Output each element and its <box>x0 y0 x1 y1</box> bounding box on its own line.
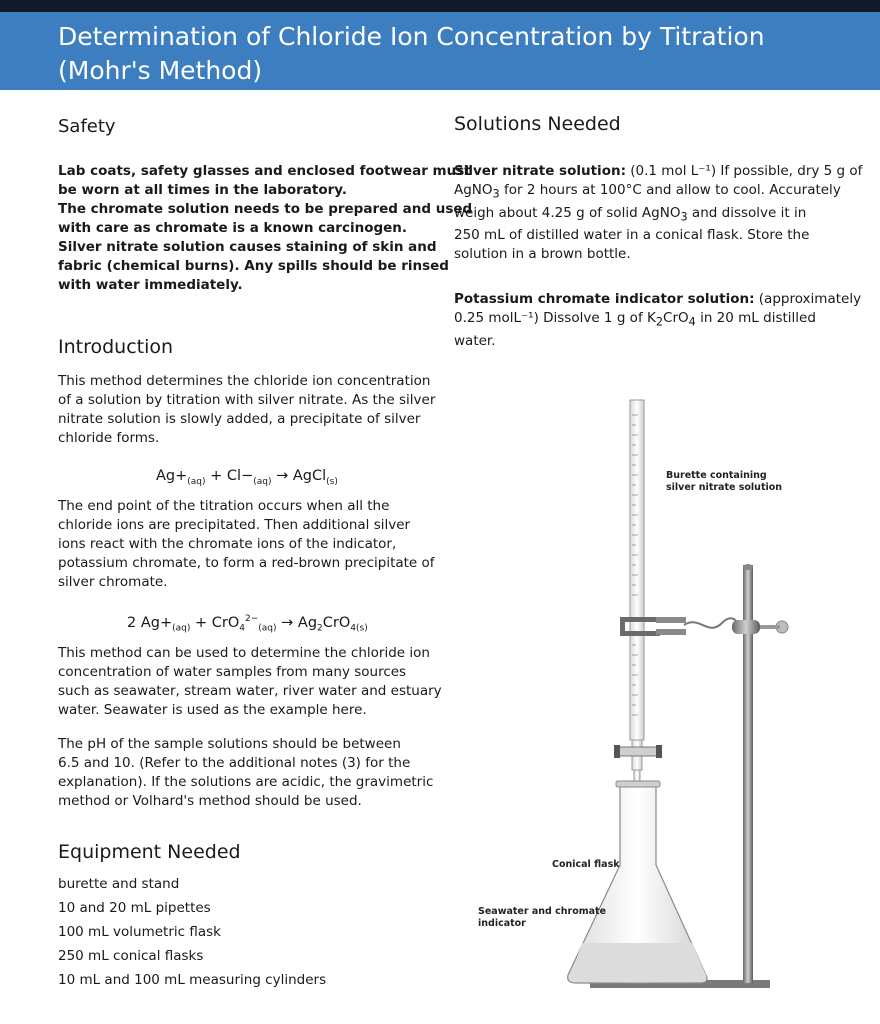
safety-line: fabric (chemical burns). Any spills should be rinsed <box>58 258 449 274</box>
subscript: 4 <box>688 315 696 329</box>
text-run: AgNO <box>454 182 493 198</box>
page-title-line-1: Determination of Chloride Ion Concentration by Titration <box>58 22 765 51</box>
text-line: explanation). If the solutions are acidic, the gravimetric <box>58 774 434 790</box>
text-line: such as seawater, stream water, river water and estuary <box>58 683 442 699</box>
eq-subscript: 4 <box>239 623 245 634</box>
titration-apparatus-figure <box>470 395 870 995</box>
eq-op: + <box>190 614 212 631</box>
eq-state: (aq) <box>258 623 277 634</box>
text-line: concentration of water samples from many sources <box>58 664 407 680</box>
equipment-heading: Equipment Needed <box>58 841 241 863</box>
safety-line: Lab coats, safety glasses and enclosed footwear must <box>58 163 471 179</box>
eq-state: 4(s) <box>350 623 368 634</box>
text-run: 0.25 molL⁻¹) Dissolve 1 g of K <box>454 310 656 326</box>
text-line: silver chromate. <box>58 574 168 590</box>
conical-flask <box>568 781 707 983</box>
label-seawater <box>478 906 606 930</box>
text-line: The pH of the sample solutions should be between <box>58 736 401 752</box>
text-run: (0.1 mol L⁻¹) If possible, dry 5 g of <box>625 163 863 179</box>
flask-liquid <box>571 943 707 982</box>
eq-term: 2 Ag+ <box>127 614 173 631</box>
safety-text <box>58 162 472 295</box>
solutions-heading: Solutions Needed <box>454 113 621 135</box>
introduction-heading: Introduction <box>58 336 174 358</box>
subscript: 2 <box>655 315 664 329</box>
text-run: CrO <box>663 310 689 326</box>
eq-arrow: → <box>276 614 298 631</box>
eq-term: AgCl <box>292 468 327 484</box>
text-line: The end point of the titration occurs when all the <box>58 498 390 514</box>
text-line: nitrate solution is slowly added, a precipitate of silver <box>58 411 421 427</box>
label-conical-flask: Conical flask <box>552 859 620 870</box>
rod-top <box>743 564 753 570</box>
safety-line: Silver nitrate solution causes staining of skin and <box>58 239 437 255</box>
eq-term: CrO <box>211 614 240 631</box>
text-line: of a solution by titration with silver nitrate. As the silver <box>58 392 436 408</box>
equation-agcl <box>156 468 338 487</box>
eq-term: Cl− <box>226 468 254 484</box>
label-line: indicator <box>478 918 526 929</box>
text-run: (approximately <box>754 291 862 307</box>
text-line: water. Seawater is used as the example here. <box>58 702 367 718</box>
burette-tube <box>630 400 644 740</box>
list-item: 10 mL and 100 mL measuring cylinders <box>58 972 327 988</box>
eq-state: (aq) <box>187 476 206 487</box>
text-line: solution in a brown bottle. <box>454 246 631 263</box>
chromate-text <box>454 290 861 351</box>
text-line: 250 mL of distilled water in a conical flask. Store the <box>454 227 810 244</box>
safety-line: The chromate solution needs to be prepared and used <box>58 201 473 217</box>
text-run: weigh about 4.25 g of solid AgNO <box>454 204 681 221</box>
list-item: 250 mL conical flasks <box>58 948 204 964</box>
equipment-list <box>58 872 326 992</box>
list-item: 10 and 20 mL pipettes <box>58 900 211 916</box>
safety-heading: Safety <box>58 116 116 137</box>
solution-label: Silver nitrate solution: <box>454 163 626 179</box>
eq-subscript: 2 <box>317 623 323 634</box>
silver-nitrate-text <box>454 162 862 264</box>
page-title-line-2: (Mohr's Method) <box>58 56 263 85</box>
top-dark-strip <box>0 0 880 12</box>
label-line: silver nitrate solution <box>666 482 783 493</box>
intro-paragraph-1 <box>58 372 435 448</box>
eq-state: (aq) <box>172 623 191 634</box>
text-line: potassium chromate, to form a red-brown precipitate of <box>58 555 435 571</box>
safety-line: with care as chromate is a known carcinogen. <box>58 220 408 236</box>
list-item: 100 mL volumetric flask <box>58 924 221 940</box>
label-line: Seawater and chromate <box>478 906 607 917</box>
text-line: chloride forms. <box>58 430 160 446</box>
text-run: and dissolve it in <box>687 204 807 221</box>
label-line: Burette containing <box>666 470 767 481</box>
intro-paragraph-2 <box>58 497 435 592</box>
subscript: 3 <box>492 187 500 201</box>
text-line: water. <box>454 332 496 349</box>
text-line: method or Volhard's method should be used. <box>58 793 362 809</box>
equation-ag2cro4 <box>127 614 368 634</box>
text-line: 6.5 and 10. (Refer to the additional notes (3) for the <box>58 755 411 771</box>
safety-line: with water immediately. <box>58 277 243 293</box>
eq-op: + <box>205 468 227 484</box>
text-line: chloride ions are precipitated. Then additional silver <box>58 517 411 533</box>
eq-term: Ag+ <box>156 468 188 484</box>
solution-label: Potassium chromate indicator solution: <box>454 291 755 307</box>
text-line: ions react with the chromate ions of the indicator, <box>58 536 397 552</box>
subscript: 3 <box>680 210 688 224</box>
burette-clamp <box>620 617 788 636</box>
text-run: in 20 mL distilled <box>695 310 816 326</box>
eq-state: (s) <box>326 476 338 487</box>
eq-term: Ag <box>297 614 318 631</box>
title-banner <box>0 12 880 90</box>
label-burette <box>666 470 782 494</box>
eq-state: (aq) <box>253 476 272 487</box>
intro-paragraph-3 <box>58 644 442 720</box>
text-run: for 2 hours at 100°C and allow to cool. Accurately <box>499 182 841 198</box>
intro-paragraph-4 <box>58 735 433 811</box>
eq-arrow: → <box>271 468 293 484</box>
text-line: This method can be used to determine the chloride ion <box>58 645 430 661</box>
list-item: burette and stand <box>58 876 180 892</box>
eq-charge: 2− <box>244 614 259 624</box>
safety-line: be worn at all times in the laboratory. <box>58 182 347 198</box>
text-line: This method determines the chloride ion concentration <box>58 373 431 389</box>
eq-term: CrO <box>322 614 351 631</box>
